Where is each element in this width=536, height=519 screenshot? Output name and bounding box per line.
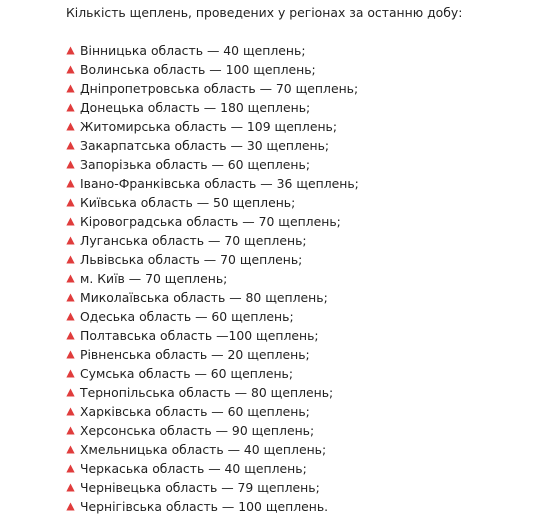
list-item [66,212,359,231]
list-item [66,478,359,497]
list-item [66,269,359,288]
region-label: Черкаська область — 40 щеплень; [80,461,307,476]
region-label: Херсонська область — 90 щеплень; [80,423,315,438]
region-label: Тернопільська область — 80 щеплень; [80,385,334,400]
region-label: Полтавська область —100 щеплень; [80,328,319,343]
red-triangle-warning-icon [66,426,75,435]
region-label: Київська область — 50 щеплень; [80,195,296,210]
list-item [66,41,359,60]
list-item [66,155,359,174]
region-label: Рівненська область — 20 щеплень; [80,347,310,362]
region-label: Закарпатська область — 30 щеплень; [80,138,330,153]
list-item [66,402,359,421]
region-label: Дніпропетровська область — 70 щеплень; [80,81,359,96]
red-triangle-warning-icon [66,103,75,112]
list-item [66,421,359,440]
list-item [66,174,359,193]
red-triangle-warning-icon [66,179,75,188]
red-triangle-warning-icon [66,217,75,226]
red-triangle-warning-icon [66,84,75,93]
list-item [66,79,359,98]
region-label: Хмельницька область — 40 щеплень; [80,442,327,457]
red-triangle-warning-icon [66,369,75,378]
list-item [66,60,359,79]
region-label: Львівська область — 70 щеплень; [80,252,303,267]
list-item [66,440,359,459]
red-triangle-warning-icon [66,255,75,264]
red-triangle-warning-icon [66,65,75,74]
region-list [66,41,359,516]
region-label: Кіровоградська область — 70 щеплень; [80,214,341,229]
list-item [66,345,359,364]
red-triangle-warning-icon [66,502,75,511]
list-item [66,117,359,136]
region-label: Вінницька область — 40 щеплень; [80,43,306,58]
region-label: Житомирська область — 109 щеплень; [80,119,338,134]
red-triangle-warning-icon [66,407,75,416]
list-item [66,459,359,478]
list-item [66,326,359,345]
red-triangle-warning-icon [66,122,75,131]
list-item [66,497,359,516]
region-label: Чернігівська область — 100 щеплень. [80,499,329,514]
region-label: Харківська область — 60 щеплень; [80,404,310,419]
red-triangle-warning-icon [66,464,75,473]
region-label: Луганська область — 70 щеплень; [80,233,307,248]
region-label: Миколаївська область — 80 щеплень; [80,290,328,305]
region-label: Чернівецька область — 79 щеплень; [80,480,320,495]
red-triangle-warning-icon [66,388,75,397]
red-triangle-warning-icon [66,236,75,245]
red-triangle-warning-icon [66,46,75,55]
region-label: Запорізька область — 60 щеплень; [80,157,310,172]
region-label: Волинська область — 100 щеплень; [80,62,316,77]
list-item [66,250,359,269]
list-item [66,193,359,212]
red-triangle-warning-icon [66,312,75,321]
report-heading: Кількість щеплень, проведених у регіонах за останню добу: [66,5,463,20]
list-item [66,98,359,117]
list-item [66,307,359,326]
list-item [66,383,359,402]
red-triangle-warning-icon [66,445,75,454]
list-item [66,136,359,155]
red-triangle-warning-icon [66,331,75,340]
list-item [66,364,359,383]
red-triangle-warning-icon [66,293,75,302]
red-triangle-warning-icon [66,274,75,283]
list-item [66,288,359,307]
region-label: Івано-Франківська область — 36 щеплень; [80,176,359,191]
red-triangle-warning-icon [66,141,75,150]
red-triangle-warning-icon [66,483,75,492]
region-label: Сумська область — 60 щеплень; [80,366,294,381]
red-triangle-warning-icon [66,198,75,207]
red-triangle-warning-icon [66,350,75,359]
red-triangle-warning-icon [66,160,75,169]
region-label: Донецька область — 180 щеплень; [80,100,311,115]
region-label: Одеська область — 60 щеплень; [80,309,294,324]
region-label: м. Київ — 70 щеплень; [80,271,228,286]
list-item [66,231,359,250]
